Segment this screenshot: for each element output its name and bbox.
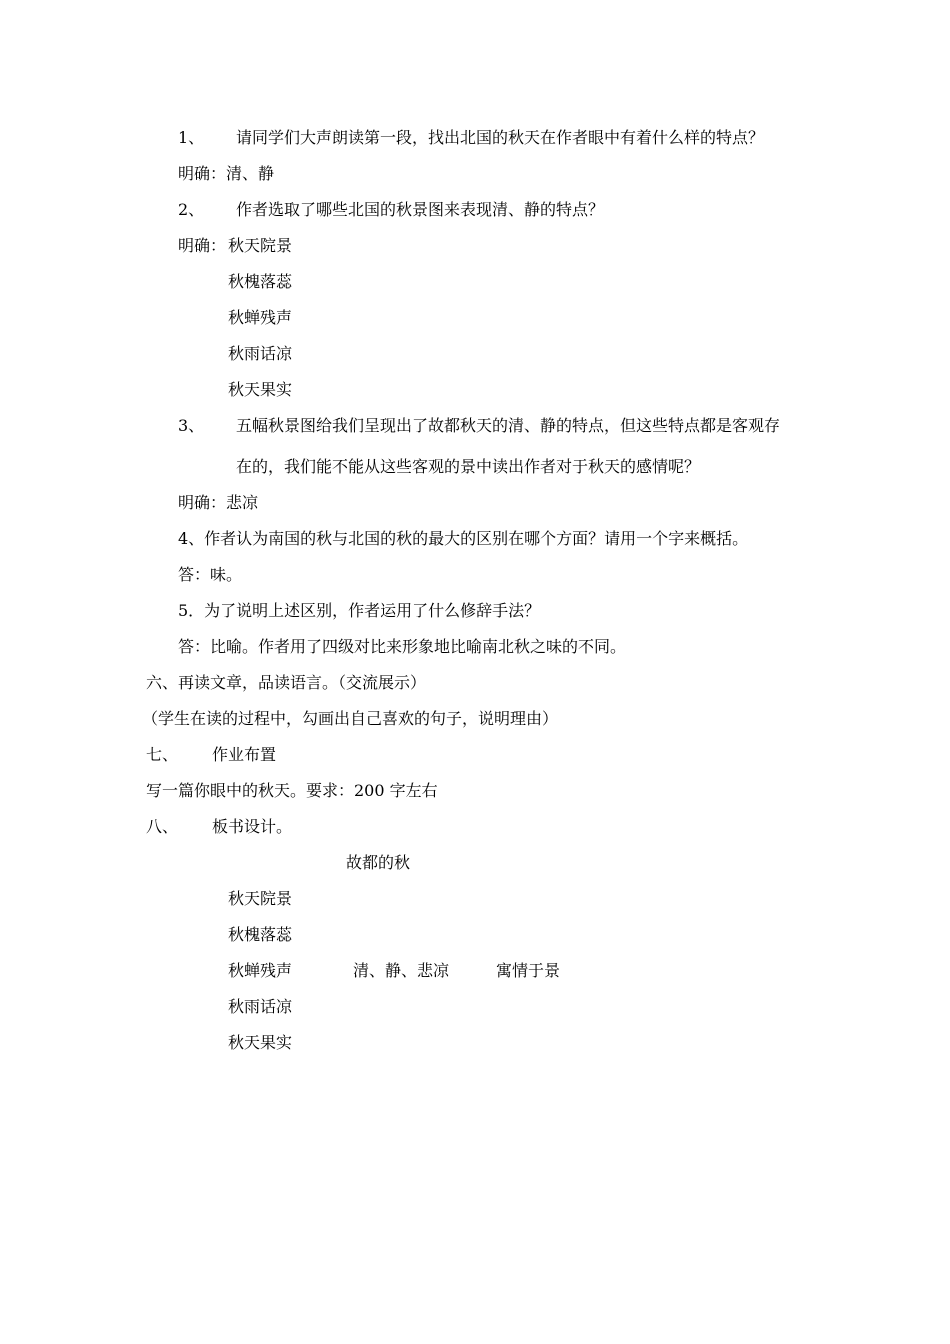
a1-text: 明确：清、静 xyxy=(178,164,275,183)
board-item: 秋槐落蕊 xyxy=(228,925,293,944)
a2-prefix: 明确： xyxy=(178,236,227,255)
a5-text: 答：比喻。作者用了四级对比来形象地比喻南北秋之味的不同。 xyxy=(178,637,627,656)
a2-item: 秋槐落蕊 xyxy=(228,272,293,291)
q1-number: 1、 xyxy=(178,128,205,147)
section7-title: 作业布置 xyxy=(212,745,277,764)
board-item: 秋雨话凉 xyxy=(228,997,293,1016)
a4-text: 答：味。 xyxy=(178,565,243,584)
q3-number: 3、 xyxy=(178,416,205,435)
a2-item: 秋天院景 xyxy=(228,236,293,255)
q2-text: 作者选取了哪些北国的秋景图来表现清、静的特点？ xyxy=(236,200,605,219)
q2-number: 2、 xyxy=(178,200,205,219)
a2-item: 秋天果实 xyxy=(228,380,293,399)
board-item: 秋天果实 xyxy=(228,1033,293,1052)
board-item: 秋天院景 xyxy=(228,889,293,908)
q1-text: 请同学们大声朗读第一段，找出北国的秋天在作者眼中有着什么样的特点？ xyxy=(236,128,765,147)
a3-text: 明确：悲凉 xyxy=(178,493,259,512)
board-feature: 清、静、悲凉 xyxy=(353,961,450,980)
section6-note: （学生在读的过程中，勾画出自己喜欢的句子，说明理由） xyxy=(142,709,559,728)
q3-text-line1: 五幅秋景图给我们呈现出了故都秋天的清、静的特点，但这些特点都是客观存 xyxy=(236,416,781,435)
board-conclusion: 寓情于景 xyxy=(496,961,561,980)
section7-task: 写一篇你眼中的秋天。要求：200 字左右 xyxy=(146,781,438,800)
section8-title: 板书设计。 xyxy=(212,817,293,836)
q4-text: 4、作者认为南国的秋与北国的秋的最大的区别在哪个方面？请用一个字来概括。 xyxy=(178,529,749,548)
q5-text: 5．为了说明上述区别，作者运用了什么修辞手法？ xyxy=(178,601,541,620)
a2-item: 秋蝉残声 xyxy=(228,308,293,327)
section8-number: 八、 xyxy=(146,817,179,836)
section6-title: 六、再读文章，品读语言。（交流展示） xyxy=(146,673,427,692)
a2-item: 秋雨话凉 xyxy=(228,344,293,363)
section7-number: 七、 xyxy=(146,745,179,764)
board-title: 故都的秋 xyxy=(346,853,411,872)
q3-text-line2: 在的，我们能不能从这些客观的景中读出作者对于秋天的感情呢？ xyxy=(236,457,701,476)
board-item: 秋蝉残声 xyxy=(228,961,293,980)
